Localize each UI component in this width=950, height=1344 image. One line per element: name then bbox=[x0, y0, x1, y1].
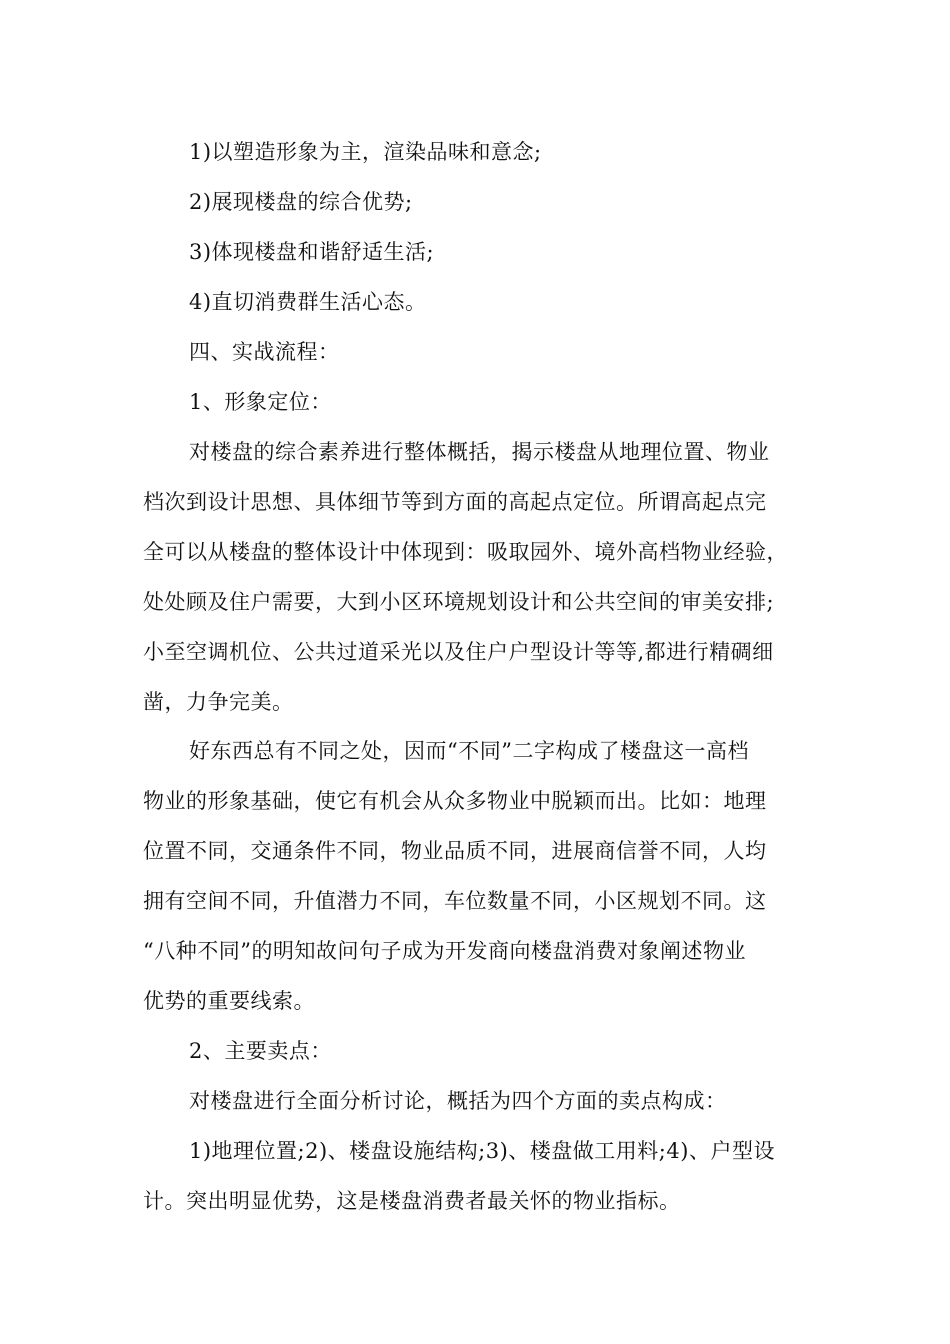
paragraph-1-line-6: 凿，力争完美。 bbox=[143, 690, 294, 714]
subsection-heading-2: 2、主要卖点： bbox=[189, 1039, 332, 1063]
paragraph-3-line-1: 对楼盘进行全面分析讨论，概括为四个方面的卖点构成： bbox=[189, 1089, 727, 1113]
paragraph-1-line-5: 小至空调机位、公共过道采光以及住户户型设计等等,都进行精碉细 bbox=[143, 640, 774, 664]
paragraph-1-line-1: 对楼盘的综合素养进行整体概括，揭示楼盘从地理位置、物业 bbox=[189, 440, 770, 464]
paragraph-2-line-3: 位置不同，交通条件不同，物业品质不同，进展商信誉不同，人均 bbox=[143, 839, 767, 863]
list-item-1: 1)以塑造形象为主，渲染品味和意念; bbox=[189, 140, 542, 164]
paragraph-1-line-2: 档次到设计思想、具体细节等到方面的高起点定位。所谓高起点完 bbox=[143, 490, 767, 514]
paragraph-2-line-6: 优势的重要线索。 bbox=[143, 989, 315, 1013]
paragraph-2-line-5: “八种不同”的明知故问句子成为开发商向楼盘消费对象阐述物业 bbox=[143, 939, 746, 963]
paragraph-1-line-3: 全可以从楼盘的整体设计中体现到：吸取园外、境外高档物业经验， bbox=[143, 540, 788, 564]
paragraph-2-line-4: 拥有空间不同，升值潜力不同，车位数量不同，小区规划不同。这 bbox=[143, 889, 767, 913]
section-heading: 四、实战流程： bbox=[189, 340, 340, 364]
subsection-heading-1: 1、形象定位： bbox=[189, 390, 332, 414]
paragraph-4-line-1: 1)地理位置;2)、楼盘设施结构;3)、楼盘做工用料;4)、户型设 bbox=[189, 1139, 775, 1163]
list-item-3: 3)体现楼盘和谐舒适生活; bbox=[189, 240, 435, 264]
paragraph-1-line-4: 处处顾及住户需要，大到小区环境规划设计和公共空间的审美安排; bbox=[143, 590, 775, 614]
paragraph-2-line-2: 物业的形象基础，使它有机会从众多物业中脱颖而出。比如：地理 bbox=[143, 789, 767, 813]
paragraph-4-line-2: 计。突出明显优势，这是楼盘消费者最关怀的物业指标。 bbox=[143, 1189, 681, 1213]
list-item-4: 4)直切消费群生活心态。 bbox=[189, 290, 427, 314]
list-item-2: 2)展现楼盘的综合优势; bbox=[189, 190, 413, 214]
paragraph-2-line-1: 好东西总有不同之处，因而“不同”二字构成了楼盘这一高档 bbox=[189, 739, 749, 763]
